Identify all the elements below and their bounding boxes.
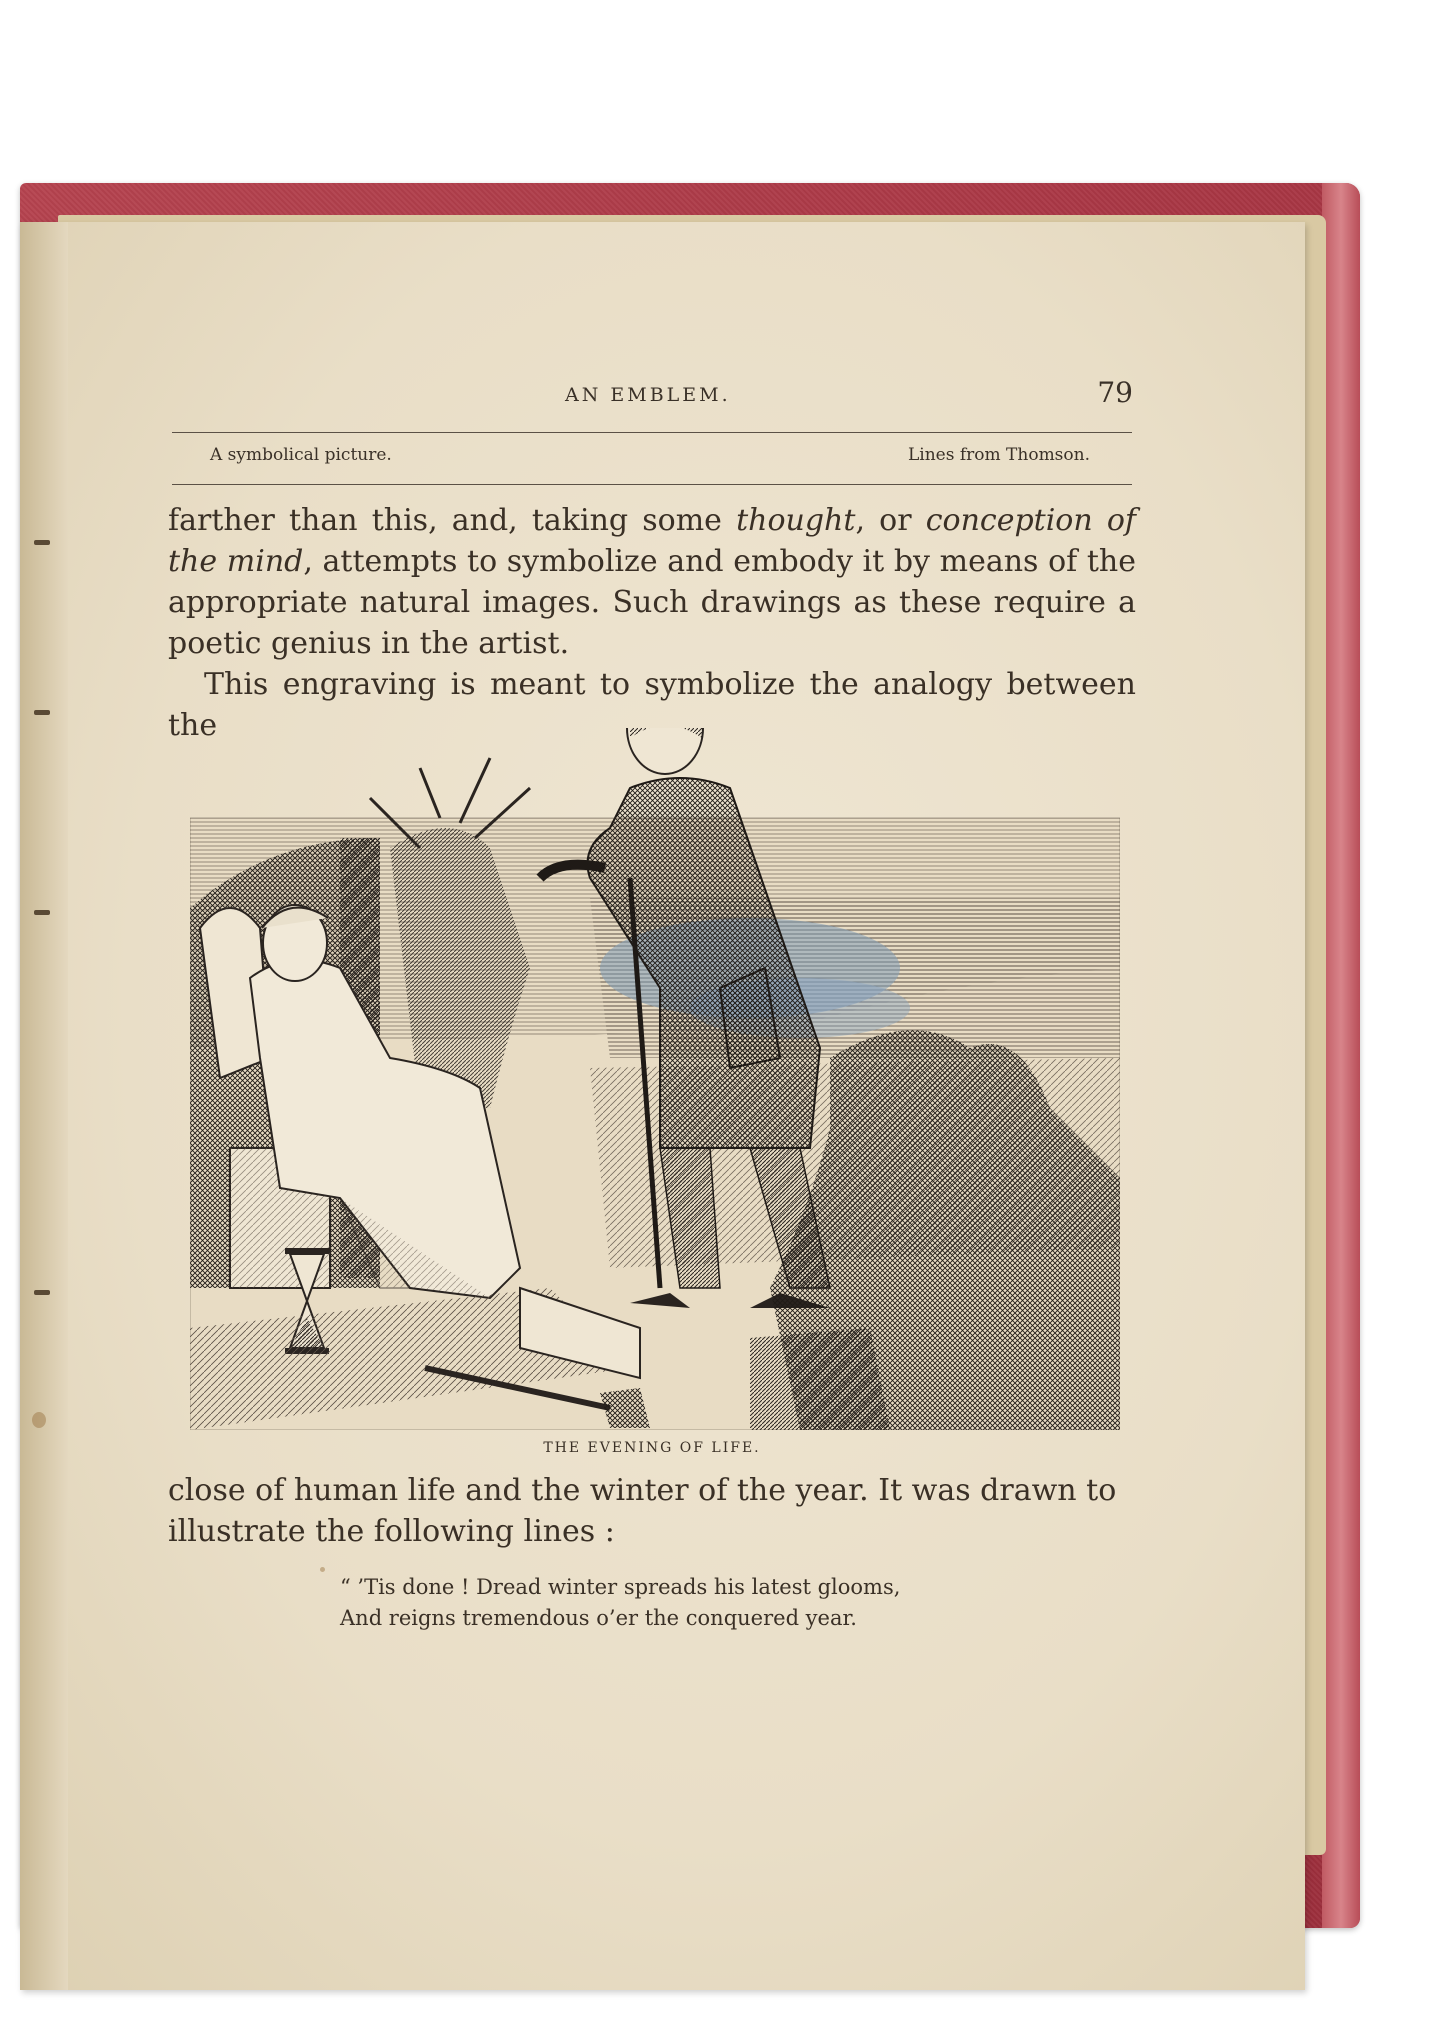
verse-line: And reigns tremendous o’er the conquered year.	[340, 1606, 857, 1630]
engraving-caption: THE EVENING OF LIFE.	[543, 1440, 761, 1456]
sidenote-right: Lines from Thomson.	[908, 445, 1090, 465]
paragraph	[168, 500, 1136, 664]
italic-text: thought	[736, 503, 856, 538]
header-rule-top	[172, 432, 1132, 433]
header-rule-bottom	[172, 484, 1132, 485]
verse-quotation	[340, 1572, 1040, 1634]
engraving-illustration	[190, 728, 1120, 1430]
italic-text: conception of the mind	[168, 503, 1137, 579]
cover-worn-edge	[1322, 183, 1360, 1928]
running-head	[175, 378, 1133, 418]
paragraph: This engraving is meant to symbolize the analogy between the	[168, 667, 1136, 743]
text-run: , attempts to symbolize and embody it by means of the appropriate natural images. Such drawings as these require a poetic genius in the artist.	[168, 544, 1137, 661]
sidenote-left: A symbolical picture.	[210, 445, 392, 465]
sidenotes	[210, 445, 1090, 473]
foxing-spot	[32, 1412, 46, 1428]
wooden-planks	[750, 1328, 890, 1430]
binding-stitch	[34, 910, 50, 915]
paragraph: close of human life and the winter of the year. It was drawn to illustrate the following lines :	[168, 1473, 1117, 1549]
text-run: farther than this, and, taking some	[168, 503, 737, 538]
binding-stitch	[34, 710, 50, 715]
binding-stitch	[34, 540, 50, 545]
body-text-top	[168, 500, 1136, 746]
page-number: 79	[1097, 376, 1133, 409]
running-head-title: AN EMBLEM.	[565, 384, 731, 406]
verse-line: “ ’Tis done ! Dread winter spreads his latest glooms,	[340, 1575, 901, 1599]
text-run: , or	[855, 503, 926, 538]
binding-stitch	[34, 1290, 50, 1295]
page-gutter	[20, 222, 68, 1990]
body-text-bottom	[168, 1470, 1136, 1552]
foxing-spot	[320, 1567, 325, 1572]
